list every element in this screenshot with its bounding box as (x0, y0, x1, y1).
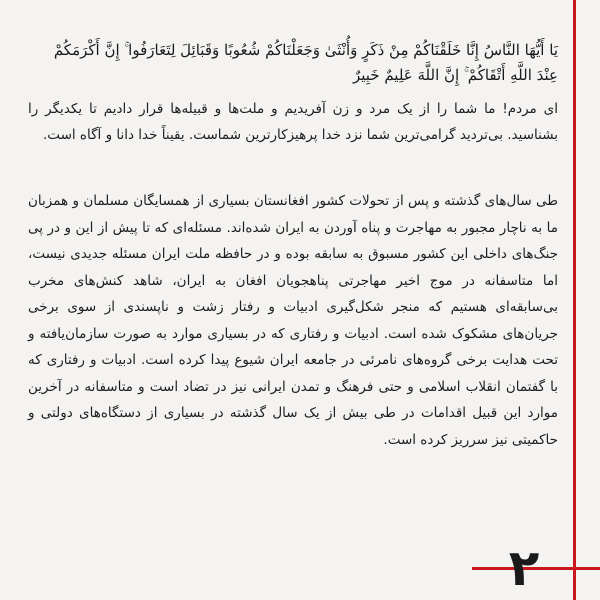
content-area (28, 38, 558, 453)
verse-translation: ای مردم! ما شما را از یک مرد و زن آفریدیم و ملت‌ها و قبیله‌ها قرار دادیم تا یکدیگر را بشناسید. بی‌تردید گرامی‌ترین شما نزد خدا پرهیزکارترین شماست. یقیناً خدا دانا و آگاه است. (28, 101, 558, 143)
page-number: ۲ (508, 539, 540, 597)
body-paragraph: طی سال‌های گذشته و پس از تحولات کشور افغانستان بسیاری از همسایگان مسلمان و همزبان ما به ناچار مجبور به مهاجرت و پناه آوردن به ایران شده‌اند. مسئله‌ای که تا پیش از این و در پی جنگ‌های داخلی این کشور مسبوق به سابقه بوده و در حافظه ملت ایران مسئله جدیدی نیست، اما متاسفانه در موج اخیر مهاجرتی پناهجویان افغان به ایران، شاهد کنش‌های مخرب بی‌سابقه‌ای هستیم که منجر شکل‌گیری ادبیات و رفتار زشت و ناپسندی از سوی برخی جریان‌های مشکوک شده است. ادبیات و رفتاری که در بسیاری موارد به صورت سازمان‌یافته و تحت هدایت برخی گروه‌های نامرئی در جامعه ایران شیوع پیدا کرده است. ادبیات و رفتاری که با گفتمان انقلاب اسلامی و حتی فرهنگ و تمدن ایرانی نیز در تضاد است و متاسفانه در آخرین موارد این قبیل اقدامات در طی بیش از یک سال گذشته در بسیاری از دستگاه‌های دولتی و حاکمیتی نیز سرریز کرده است. (28, 193, 558, 448)
quran-verse: يَا أَيُّهَا النَّاسُ إِنَّا خَلَقْنَاكُمْ مِنْ ذَكَرٍ وَأُنْثَىٰ وَجَعَلْنَاكُمْ شُعُوبًا وَقَبَائِلَ لِتَعَارَفُوا ۚ إِنَّ أَكْرَمَكُمْ عِنْدَ اللَّهِ أَتْقَاكُمْ ۚ إِنَّ اللَّهَ عَلِيمٌ خَبِيرٌ (53, 41, 558, 84)
red-vertical-rule (573, 0, 576, 600)
